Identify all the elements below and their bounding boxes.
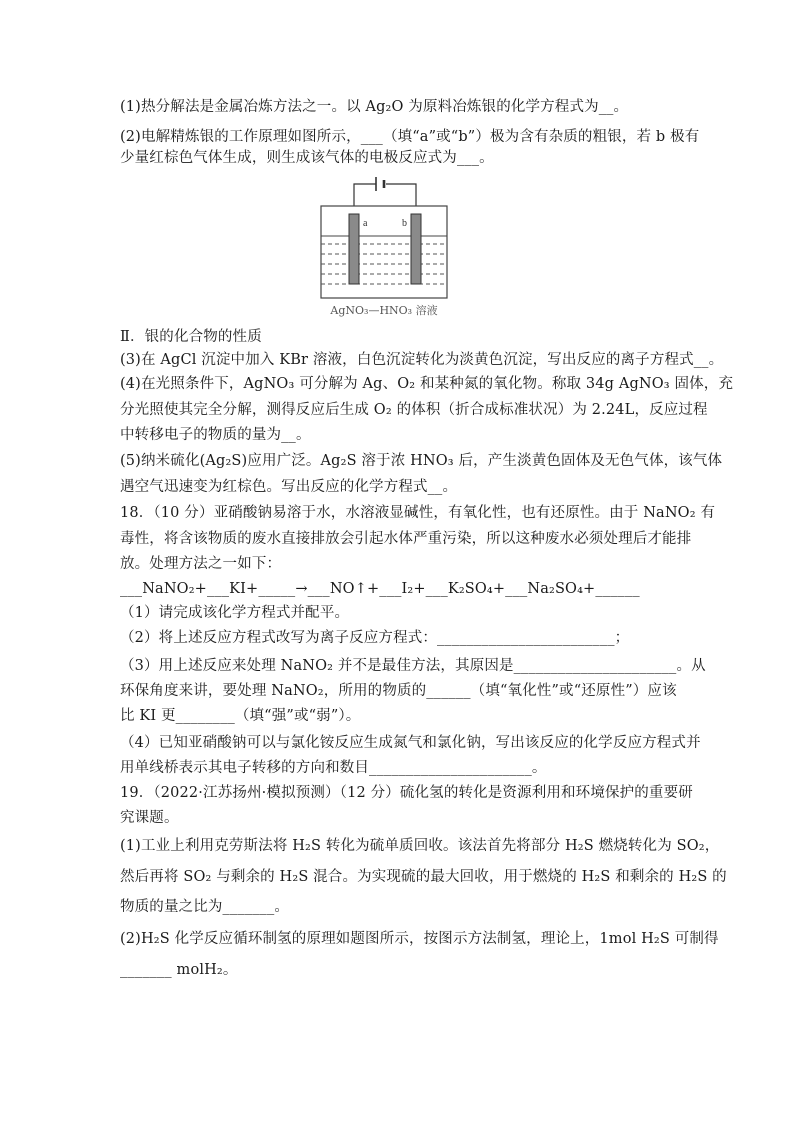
text-line: 物质的量之比为_______。 [120,899,289,915]
text-line: (1)工业上利用克劳斯法将 H₂S 转化为硫单质回收。该法首先将部分 H₂S 燃烧转化为 SO₂， [120,838,720,854]
text-line: 少量红棕色气体生成，则生成该气体的电极反应式为___。 [120,150,494,166]
text-line: 环保角度来讲，要处理 NaNO₂，所用的物质的______（填“氧化性”或“还原性”）应该 [120,683,677,699]
section-heading: Ⅱ．银的化合物的性质 [120,329,262,345]
electrode-b [411,214,421,284]
text-line: (2)H₂S 化学反应循环制氢的原理如题图所示，按图示方法制氢，理论上，1mol H₂S 可制得 [120,931,719,947]
text-line: 究课题。 [120,810,179,826]
text-line: （4）已知亚硝酸钠可以与氯化铵反应生成氮气和氯化钠，写出该反应的化学反应方程式并 [120,735,701,751]
text-line: 然后再将 SO₂ 与剩余的 H₂S 混合。为实现硫的最大回收，用于燃烧的 H₂S 和剩余的 H₂S 的 [120,869,727,885]
electrode-a-label: a [363,218,368,229]
text-line: (3)在 AgCl 沉淀中加入 KBr 溶液，白色沉淀转化为淡黄色沉淀，写出反应的离子方程式__。 [120,352,724,368]
text-line: 放。处理方法之一如下： [120,556,282,572]
text-line: 中转移电子的物质的量为__。 [120,427,311,443]
figure-caption: AgNO₃—HNO₃ 溶液 [330,304,438,317]
text-line: （2）将上述反应方程式改写为离子反应方程式：________________________； [120,630,630,646]
text-line: (2)电解精炼银的工作原理如图所示，___（填“a”或“b”）极为含有杂质的粗银，若 b 极有 [120,129,700,145]
text-line: 毒性，将含该物质的废水直接排放会引起水体严重污染，所以这种废水必须处理后才能排 [120,531,692,547]
electrolysis-cell-diagram [318,176,450,302]
text-line: （3）用上述反应来处理 NaNO₂ 并不是最佳方法，其原因是______________________。从 [120,658,706,674]
text-line: (1)热分解法是金属冶炼方法之一。以 Ag₂O 为原料冶炼银的化学方程式为__。 [120,99,629,115]
text-line: （1）请完成该化学方程式并配平。 [120,605,350,621]
question-19-header: 19．（2022·江苏扬州·模拟预测）（12 分）硫化氢的转化是资源利用和环境保护的重要研 [120,785,693,801]
equation-line: ___NaNO₂+___KI+_____→___NO↑+___I₂+___K₂SO₄+___Na₂SO₄+______ [120,581,640,597]
text-line: 用单线桥表示其电子转移的方向和数目______________________。 [120,760,547,776]
text-line: (5)纳米硫化(Ag₂S)应用广泛。Ag₂S 溶于浓 HNO₃ 后，产生淡黄色固体及无色气体，该气体 [120,453,723,469]
electrode-b-label: b [402,218,407,229]
text-line: 遇空气迅速变为红棕色。写出反应的化学方程式__。 [120,479,458,495]
text-line: 分光照使其完全分解，测得反应后生成 O₂ 的体积（折合成标准状况）为 2.24L，反应过程 [120,402,708,418]
electrolysis-figure [318,176,450,326]
electrode-a [349,214,359,284]
text-line: (4)在光照条件下，AgNO₃ 可分解为 Ag、O₂ 和某种氮的氧化物。称取 34g AgNO₃ 固体，充 [120,376,734,392]
text-line: 比 KI 更________（填“强”或“弱”）。 [120,708,361,724]
question-18-header: 18．（10 分）亚硝酸钠易溶于水，水溶液显碱性，有氧化性，也有还原性。由于 NaNO₂ 有 [120,505,716,521]
text-line: _______ molH₂。 [120,962,238,978]
